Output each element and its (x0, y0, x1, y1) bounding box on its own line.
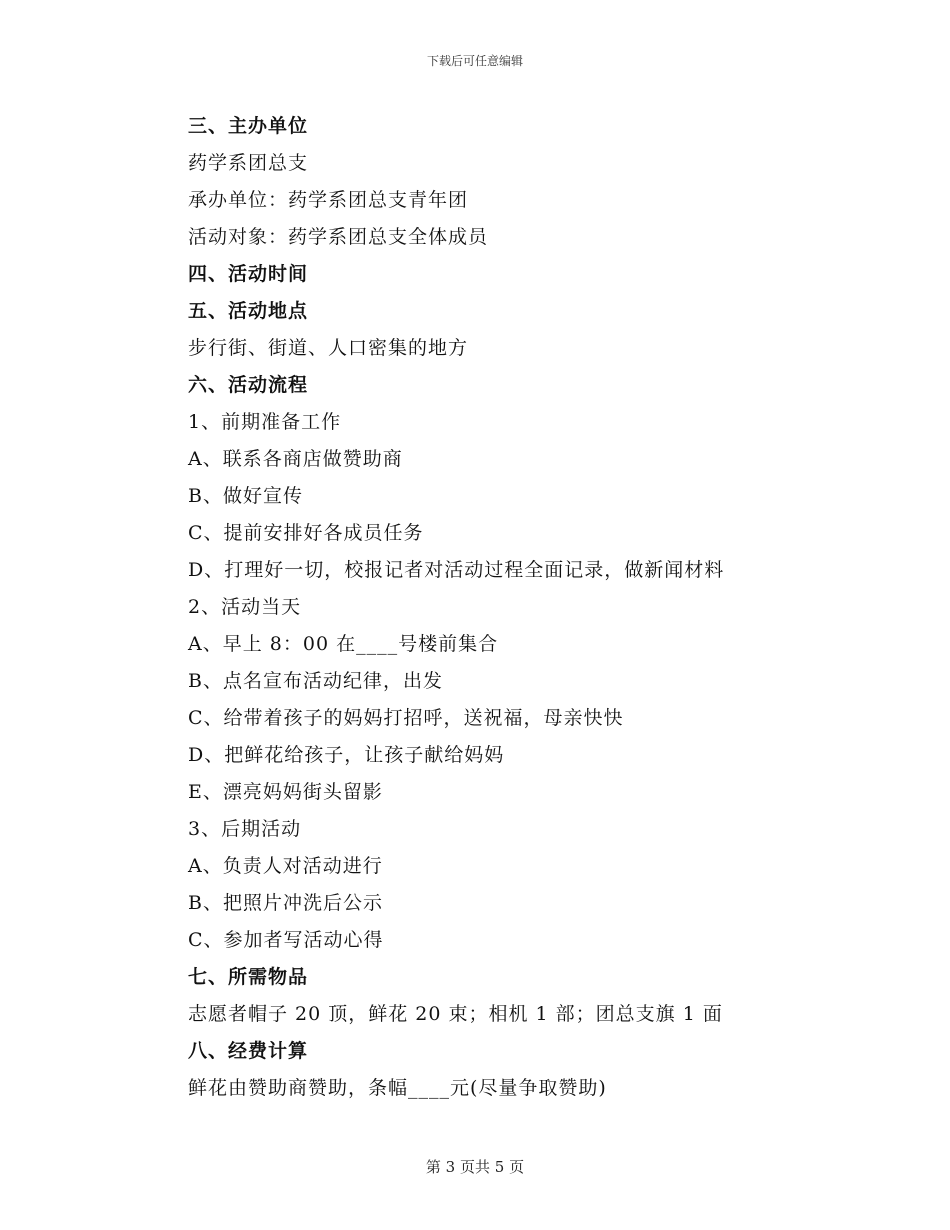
location-text: 步行街、街道、人口密集的地方 (188, 337, 469, 359)
list-item: C、提前安排好各成员任务 (188, 522, 424, 544)
section-heading-time: 四、活动时间 (188, 263, 309, 285)
section-heading-process: 六、活动流程 (188, 374, 309, 396)
list-item: A、负责人对活动进行 (188, 855, 383, 877)
subheading-follow-up: 3、后期活动 (188, 818, 302, 840)
list-item: A、联系各商店做赞助商 (188, 448, 403, 470)
organizer-name: 药学系团总支 (188, 152, 309, 174)
list-item: B、点名宣布活动纪律，出发 (188, 670, 443, 692)
section-heading-supplies: 七、所需物品 (188, 966, 309, 988)
section-heading-organizer: 三、主办单位 (188, 115, 309, 137)
supplies-text: 志愿者帽子 20 顶，鲜花 20 束；相机 1 部；团总支旗 1 面 (188, 1003, 723, 1025)
co-organizer: 承办单位：药学系团总支青年团 (188, 189, 469, 211)
activity-audience: 活动对象：药学系团总支全体成员 (188, 226, 489, 248)
list-item: B、把照片冲洗后公示 (188, 892, 383, 914)
list-item: B、做好宣传 (188, 485, 303, 507)
list-item: C、给带着孩子的妈妈打招呼，送祝福，母亲快快 (188, 707, 624, 729)
list-item: D、打理好一切，校报记者对活动过程全面记录，做新闻材料 (188, 559, 725, 581)
page-header: 下载后可任意编辑 (426, 54, 523, 68)
list-item: D、把鲜花给孩子，让孩子献给妈妈 (188, 744, 505, 766)
budget-text: 鲜花由赞助商赞助，条幅____元(尽量争取赞助) (188, 1077, 607, 1099)
section-heading-budget: 八、经费计算 (188, 1040, 309, 1062)
list-item: E、漂亮妈妈街头留影 (188, 781, 383, 803)
list-item: C、参加者写活动心得 (188, 929, 384, 951)
subheading-event-day: 2、活动当天 (188, 596, 302, 618)
section-heading-location: 五、活动地点 (188, 300, 309, 322)
document-body (188, 108, 828, 1107)
list-item: A、早上 8：00 在____号楼前集合 (188, 633, 499, 655)
subheading-preparation: 1、前期准备工作 (188, 411, 342, 433)
page-number: 第 3 页共 5 页 (425, 1158, 525, 1176)
